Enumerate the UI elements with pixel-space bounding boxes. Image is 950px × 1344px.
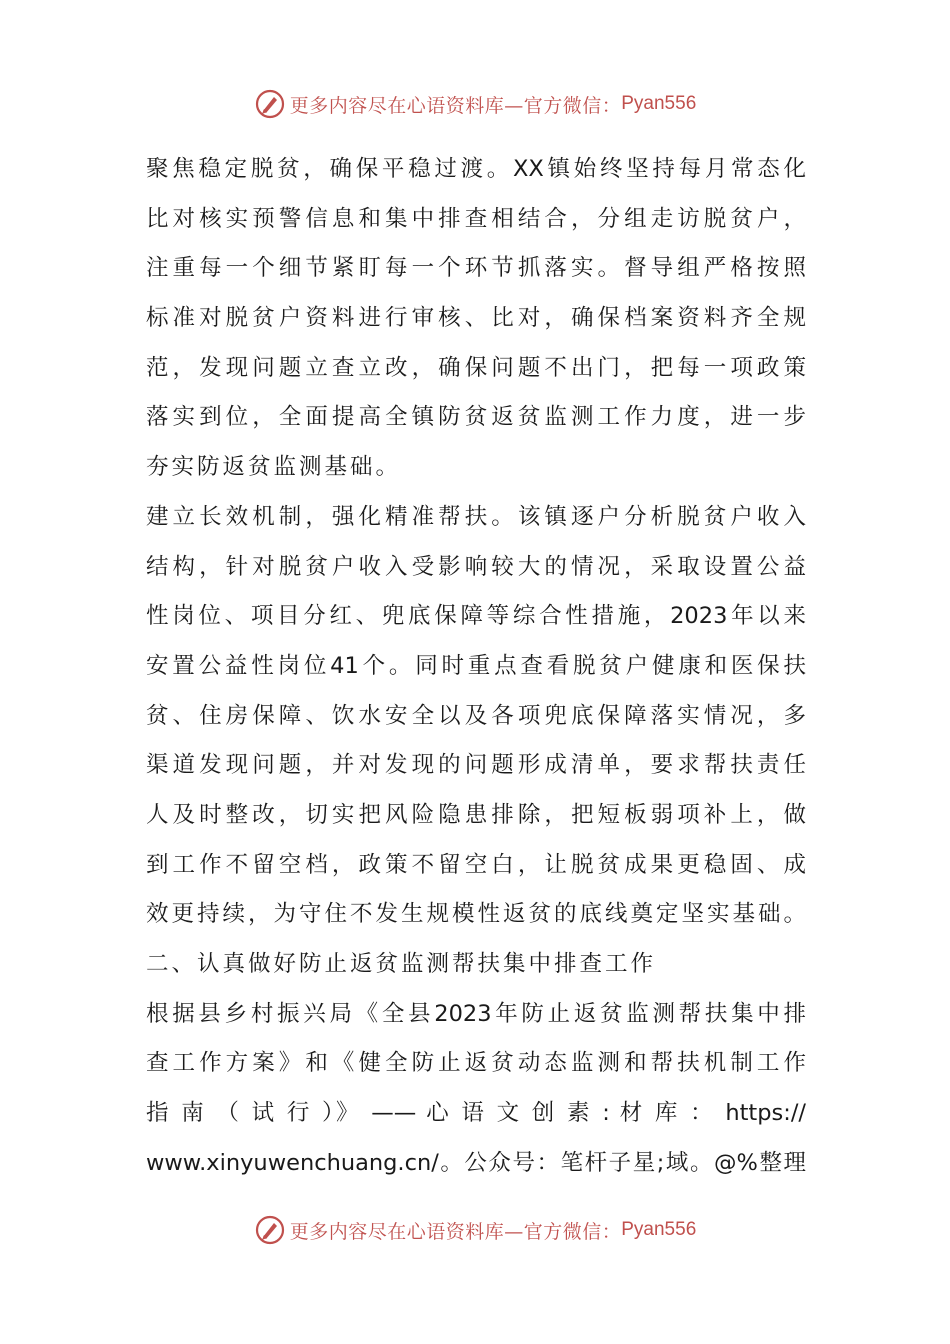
text-line: 到工作不留空档，政策不留空白，让脱贫成果更稳固、成 — [146, 851, 806, 878]
text-line: 结构，针对脱贫户收入受影响较大的情况，采取设置公益 — [146, 553, 806, 580]
text-line: 聚焦稳定脱贫，确保平稳过渡。XX镇始终坚持每月常态化 — [146, 156, 806, 182]
text-line: 人及时整改，切实把风险隐患排除，把短板弱项补上，做 — [146, 801, 806, 828]
text-line: 范，发现问题立查立改，确保问题不出门，把每一项政策 — [146, 354, 806, 381]
text-line: 建立长效机制，强化精准帮扶。该镇逐户分析脱贫户收入 — [146, 503, 806, 530]
banner-text: 更多内容尽在心语资料库—官方微信： — [289, 94, 622, 117]
text-line: 贫、住房保障、饮水安全以及各项兜底保障落实情况，多 — [146, 702, 806, 729]
text-line: 指 南 （ 试 行 ）》 —— 心 语 文 创 素 : 材 库 ： https:// — [146, 1100, 806, 1127]
pen-logo-icon — [254, 88, 286, 120]
text-line: 比对核实预警信息和集中排查相结合，分组走访脱贫户， — [146, 205, 806, 232]
footer-banner — [0, 1210, 950, 1250]
text-line: www.xinyuwenchuang.cn/。公众号：笔杆子星;域。@%整理 — [146, 1149, 806, 1176]
text-line: 根据县乡村振兴局《全县2023年防止返贫监测帮扶集中排 — [146, 1000, 806, 1027]
text-line: 性岗位、项目分红、兜底保障等综合性措施，2023年以来 — [146, 603, 806, 630]
text-line: 落实到位，全面提高全镇防贫返贫监测工作力度，进一步 — [146, 404, 806, 431]
banner-wechat-id: Pyan556 — [621, 1219, 697, 1240]
section-heading: 二、认真做好防止返贫监测帮扶集中排查工作 — [146, 951, 657, 977]
pen-logo-icon — [254, 1214, 286, 1246]
text-line: 注重每一个细节紧盯每一个环节抓落实。督导组严格按照 — [146, 255, 806, 282]
text-line: 渠道发现问题，并对发现的问题形成清单，要求帮扶责任 — [146, 752, 806, 779]
header-banner — [0, 84, 950, 124]
banner-wechat-id: Pyan556 — [621, 93, 697, 114]
banner-text: 更多内容尽在心语资料库—官方微信： — [289, 1220, 622, 1243]
text-line: 查工作方案》和《健全防止返贫动态监测和帮扶机制工作 — [146, 1050, 806, 1077]
text-line: 标准对脱贫户资料进行审核、比对，确保档案资料齐全规 — [146, 305, 806, 332]
document-body — [146, 145, 806, 1188]
text-line: 安置公益性岗位41个。同时重点查看脱贫户健康和医保扶 — [146, 652, 806, 679]
text-line: 效更持续，为守住不发生规模性返贫的底线奠定坚实基础。 — [146, 901, 806, 928]
text-line: 夯实防返贫监测基础。 — [146, 454, 402, 481]
